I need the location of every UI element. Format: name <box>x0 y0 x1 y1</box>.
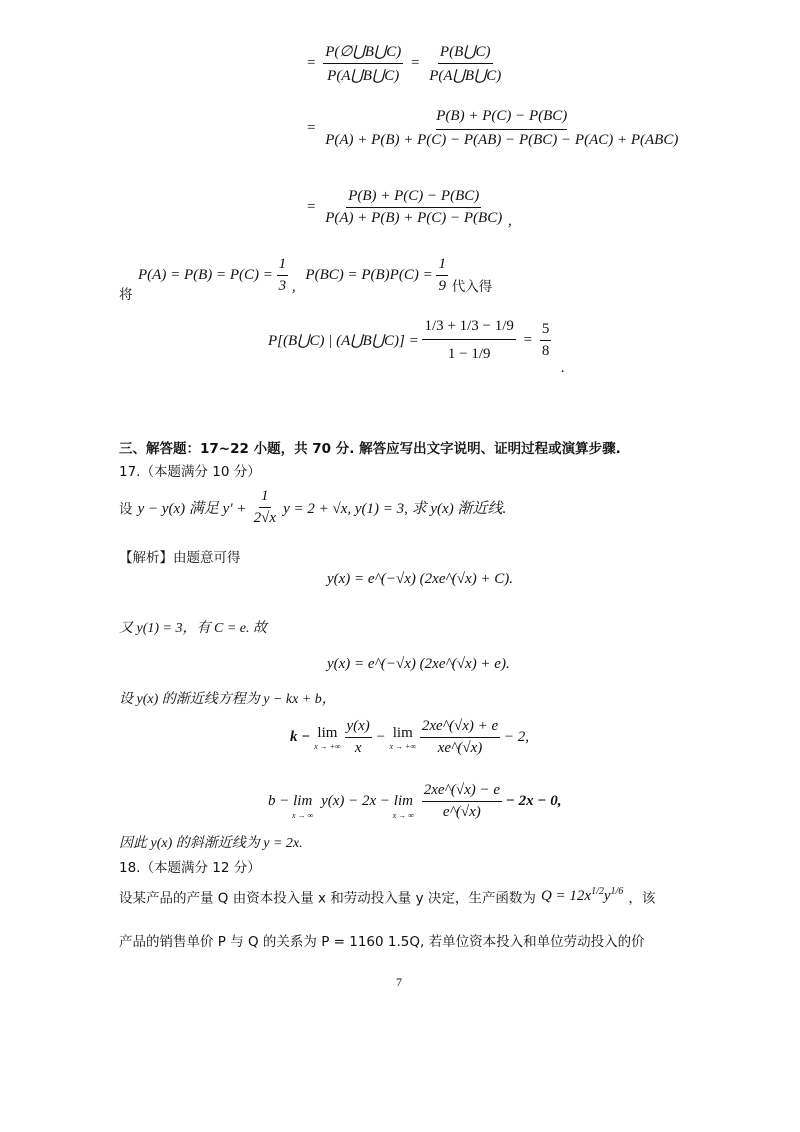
line3-numerator: P(B) + P(C) − P(BC) <box>346 188 481 208</box>
b-tail: − 2x − 0, <box>505 793 562 809</box>
result-denominator: 1 − 1/9 <box>447 346 491 362</box>
subst-expr2: P(BC) = P(B)P(C) = <box>305 267 433 283</box>
equation-2: y(x) = e^(−√x) (2xe^(√x) + e). <box>327 656 510 672</box>
problem18-line1-text: 设某产品的产量 Q 由资本投入量 x 和劳动投入量 y 决定，生产函数为 <box>119 890 536 907</box>
problem17-expr: y − y(x) 满足 y′ + <box>137 501 247 517</box>
k-lim1-sub: x → +∞ <box>314 741 341 751</box>
asymptote-setup: 设 y(x) 的渐近线方程为 y − kx + b， <box>119 692 336 707</box>
analysis-tag: 【解析】 <box>119 550 173 566</box>
k-mid: − <box>375 729 386 745</box>
result-lhs: P[(B⋃C) | (A⋃B⋃C)] = <box>268 333 419 349</box>
problem17-statement <box>119 488 506 527</box>
subst-expr1: P(A) = P(B) = P(C) = <box>138 267 273 283</box>
problem17-frac-num: 1 <box>259 488 271 508</box>
subst-expression <box>138 256 492 296</box>
line3-denominator: P(A) + P(B) + P(C) − P(BC) <box>325 210 503 226</box>
problem17-rest: y = 2 + √x, y(1) = 3, 求 y(x) 渐近线. <box>283 501 507 517</box>
problem18-exp2: 1/6 <box>610 886 624 897</box>
analysis-line <box>119 546 241 566</box>
k-frac1-num: y(x) <box>345 718 372 738</box>
problem17-prefix: 设 <box>119 501 133 518</box>
k-lim2: lim <box>392 724 413 741</box>
page-number: 7 <box>396 975 402 989</box>
result-value-num: 5 <box>540 321 552 341</box>
line1-lhs-denominator: P(A⋃B⋃C) <box>327 68 400 84</box>
conclusion: 因此 y(x) 的斜渐近线为 y = 2x. <box>119 836 303 851</box>
problem18-y: y <box>603 888 611 904</box>
k-lim2-sub: x → +∞ <box>389 741 417 751</box>
problem18-exp1: 1/2 <box>591 886 604 897</box>
line1-rhs-denominator: P(A⋃B⋃C) <box>429 68 502 84</box>
result-numerator: 1/3 + 1/3 − 1/9 <box>422 318 515 340</box>
subst-suffix: 代入得 <box>451 278 493 295</box>
b-lhs: b − lim <box>268 793 313 809</box>
subst-frac1-den: 3 <box>278 278 287 294</box>
line1-lhs-numerator: P(∅⋃B⋃C) <box>323 42 403 64</box>
problem18-line1-tail: ，该 <box>628 890 656 907</box>
analysis-text: 由题意可得 <box>173 550 241 566</box>
subst-frac2-num: 1 <box>436 256 448 276</box>
section-heading: 三、解答题：17~22 小题，共 70 分. 解答应写出文字说明、证明过程或演算步骤. <box>119 441 621 457</box>
b-frac-den: e^(√x) <box>442 804 481 820</box>
problem18-label: 18.（本题满分 12 分） <box>119 860 261 876</box>
k-tail: − 2, <box>503 729 530 745</box>
k-frac1-den: x <box>354 740 362 756</box>
line2-denominator: P(A) + P(B) + P(C) − P(AB) − P(BC) − P(AC) + P(ABC) <box>325 132 679 148</box>
result-tail: . <box>561 359 565 376</box>
problem18-line2: 产品的销售单价 P 与 Q 的关系为 P = 1160 1.5Q, 若单位资本投入和单位劳动投入的价 <box>119 934 645 950</box>
line1-rhs-numerator: P(B⋃C) <box>438 42 493 64</box>
derivation-line-3: = $\frac{P(B) + P(C) - P(BC)}{P(A) + P(B) + P(C) - P(BC)}$ , <box>307 188 512 229</box>
problem17-frac-den: 2√x <box>253 510 276 526</box>
line2-numerator: P(B) + P(C) − P(BC) <box>436 108 567 130</box>
subst-prefix: 将 <box>119 287 133 303</box>
subst-comma: , <box>291 278 296 295</box>
problem18-formula: Q = 12x <box>540 888 592 904</box>
derivation-line-1: = $\frac{P(\emptyset⋃B⋃C)}{P(A⋃B⋃C)}$ = $\frac{P(B⋃C)}{P(A⋃B⋃C)}$ <box>307 44 502 84</box>
k-limit-equation <box>290 718 529 757</box>
b-frac-num: 2xe^(√x) − e <box>422 782 502 802</box>
subst-frac1-num: 1 <box>277 256 289 276</box>
b-limit-equation <box>268 782 561 821</box>
subst-frac2-den: 9 <box>438 278 446 294</box>
line3-tail: , <box>507 212 512 229</box>
b-lim-sub: x → ∞ <box>292 811 314 820</box>
k-lim1: lim <box>317 724 338 741</box>
result-equation: P[(B⋃C) | (A⋃B⋃C)] = $\frac{1/3 + 1/3 - 1/9}{1 - 1/9}$ = $\frac{5}{8}$ . <box>268 318 565 376</box>
derivation-line-2: = $\frac{P(B) + P(C) - P(BC)}{\text{P(A) + P(B) + P(C) − P(AB) − P(BC) − P(AC) + P(ABC)}}$ <box>307 108 679 148</box>
k-frac2-den: xe^(√x) <box>437 740 483 756</box>
condition-line: 又 y(1) = 3，有 C = e. 故 <box>119 621 267 636</box>
k-lhs: k − <box>290 729 311 745</box>
problem18-line1 <box>119 886 655 907</box>
result-value-den: 8 <box>541 343 550 359</box>
problem17-label: 17.（本题满分 10 分） <box>119 464 261 480</box>
equation-1: y(x) = e^(−√x) (2xe^(√x) + C). <box>327 571 514 587</box>
b-mid: y(x) − 2x − lim <box>321 793 413 809</box>
b-lim2-sub: x → ∞ <box>392 811 414 820</box>
k-frac2-num: 2xe^(√x) + e <box>420 718 500 738</box>
